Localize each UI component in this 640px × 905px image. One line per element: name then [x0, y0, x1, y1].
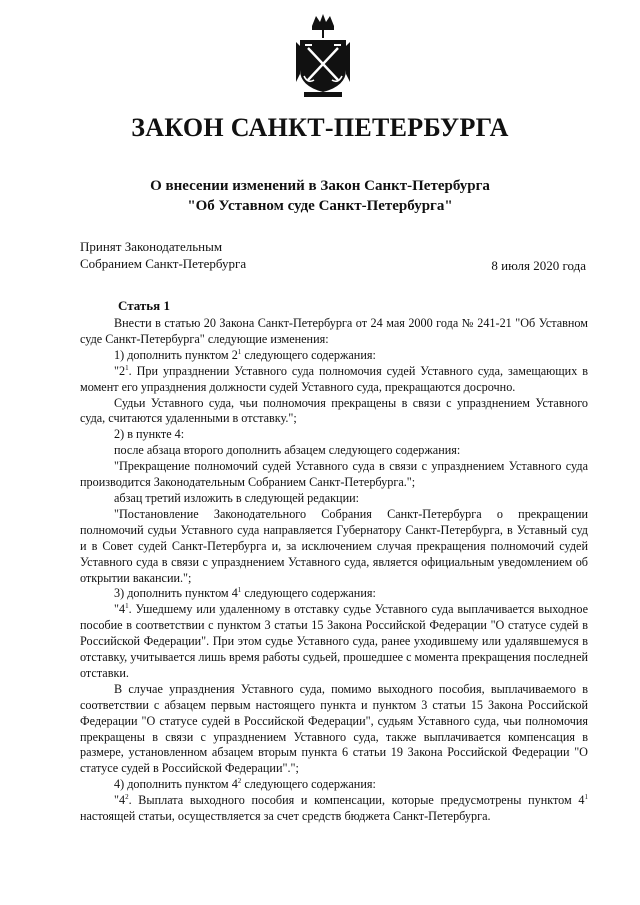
paragraph: 3) дополнить пунктом $4^1$ следующего содержания:	[114, 586, 376, 601]
adopted-by	[80, 238, 246, 272]
paragraph: Внести в статью 20 Закона Санкт-Петербурга от 24 мая 2000 года № 241-21 "Об Уставном суде Санкт-Петербурга" следующие изменения:	[80, 316, 588, 346]
paragraph: абзац третий изложить в следующей редакции:	[114, 490, 360, 505]
subtitle-line-1: О внесении изменений в Закон Санкт-Петербурга	[150, 178, 490, 194]
paragraph: 4) дополнить пунктом $4^2$ следующего содержания:	[114, 777, 376, 792]
adoption-date: 8 июля 2020 года	[491, 258, 586, 273]
paragraph: 1) дополнить пунктом $2^1$ следующего содержания:	[114, 347, 376, 362]
paragraph: "$4^1$. Ушедшему или удаленному в отставку судье Уставного суда выплачивается выходное пособие в соответствии с пунктом 3 статьи 15 Закона Российской Федерации "О статусе судей в Российской Федерации". При этом судье Уставного суда, ранее уходившему или удалявшемуся в отставку, учитывается лишь время работы судьей, прошедшее с момента прекращения последней отставки.	[80, 602, 588, 680]
paragraph: "$2^1$. При упразднении Уставного суда полномочия судей Уставного суда, замещающих в момент его упразднения должности судей Уставного суда, прекращаются досрочно.	[80, 363, 588, 394]
article-heading: Статья 1	[118, 298, 170, 313]
subtitle-line-2: "Об Уставном суде Санкт-Петербурга"	[187, 198, 453, 214]
adopted-line-1: Принят Законодательным	[80, 239, 223, 254]
paragraph: В случае упразднения Уставного суда, помимо выходного пособия, выплачиваемого в соответствии с абзацем первым настоящего пункта и пунктом 3 статьи 15 Закона Российской Федерации "О статусе судей в Российской Федерации", судьям Уставного суда, чьи полномочия прекращены в связи с упразднением Уставного суда, также выплачивается компенсация в размере, установленном абзацем вторым пункта 6 статьи 19 Закона Российской Федерации "О статусе судей в Российской Федерации".";	[80, 681, 588, 776]
paragraph: "Постановление Законодательного Собрания Санкт-Петербурга о прекращении полномочий судьи Уставного суда направляется Губернатору Санкт-Петербурга, в Уставный суд и в Совет судей Санкт-Петербурга и, за исключением случая прекращения полномочий судей Уставного суда в связи с упразднением Уставного суда, является официальным уведомлением об открытии вакансии.";	[80, 506, 588, 585]
law-title: ЗАКОН САНКТ-ПЕТЕРБУРГА	[131, 113, 509, 142]
law-subtitle	[0, 176, 640, 216]
paragraph: 2) в пункте 4:	[114, 427, 185, 442]
paragraph: после абзаца второго дополнить абзацем следующего содержания:	[114, 443, 461, 458]
article-body	[80, 316, 588, 825]
paragraph: "Прекращение полномочий судей Уставного суда в связи с упразднением Уставного суда производится Законодательным Собранием Санкт-Петербурга.";	[80, 459, 588, 490]
coat-of-arms-emblem	[290, 12, 356, 102]
paragraph: "$4^2$. Выплата выходного пособия и компенсации, которые предусмотрены пунктом $4^1$ настоящей статьи, осуществляется за счет средств бюджета Санкт-Петербурга.	[80, 793, 588, 824]
adopted-line-2: Собранием Санкт-Петербурга	[80, 256, 247, 271]
paragraph: Судьи Уставного суда, чьи полномочия прекращены в связи с упразднением Уставного суда, считаются удаленными в отставку.";	[80, 395, 588, 426]
